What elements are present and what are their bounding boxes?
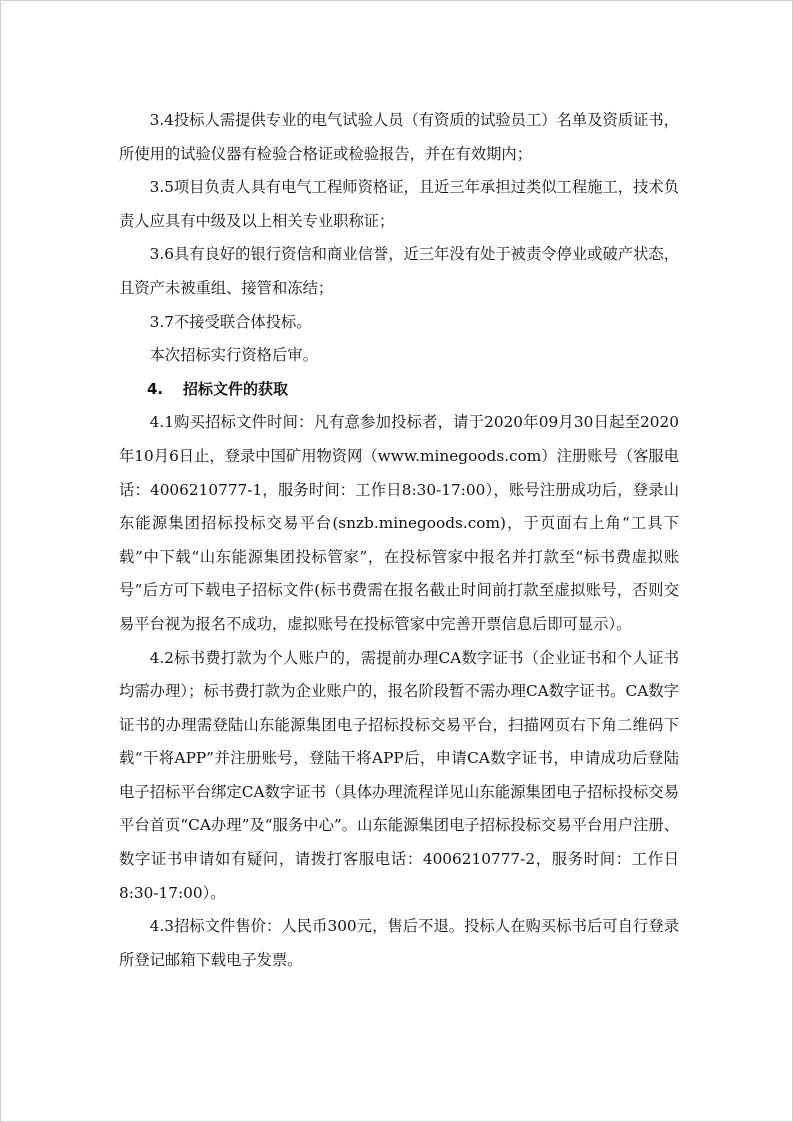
clause-3-5: 3.5项目负责人具有电气工程师资格证，且近三年承担过类似工程施工，技术负责人应具有中级及以上相关专业职称证； (119, 178, 679, 230)
section-4-heading (119, 373, 679, 407)
qualification-review-note: 本次招标实行资格后审。 (149, 346, 318, 365)
section-4-title: 招标文件的获取 (183, 379, 289, 398)
clause-4-3: 4.3招标文件售价：人民币300元，售后不退。投标人在购买标书后可自行登录所登记邮箱下载电子发票。 (119, 917, 679, 969)
clause-4-1: 4.1购买招标文件时间：凡有意参加投标者，请于2020年09月30日起至2020年10月6日止，登录中国矿用物资网（www.minegoods.com）注册账号（客服电话：4006210777-1，服务时间：工作日8:30-17:00），账号注册成功后，登录山东能源集团招标投标交易平台(snzb.minegoods.com)，于页面右上角“工具下载”中下载“山东能源集团投标管家”，在投标管家中报名并打款至“标书费虚拟账号”后方可下载电子招标文件(标书费需在报名截止时间前打款至虚拟账号，否则交易平台视为报名不成功，虚拟账号在投标管家中完善开票信息后即可显示）。 (119, 413, 679, 633)
section-4-number: 4. (147, 379, 164, 398)
document-body (119, 104, 679, 977)
clause-4-2: 4.2标书费打款为个人账户的，需提前办理CA数字证书（企业证书和个人证书均需办理）；标书费打款为企业账户的，报名阶段暂不需办理CA数字证书。CA数字证书的办理需登陆山东能源集团电子招标投标交易平台，扫描网页右下角二维码下载“干将APP”并注册账号，登陆干将APP后，申请CA数字证书，申请成功后登陆电子招标平台绑定CA数字证书（具体办理流程详见山东能源集团电子招标投标交易平台首页“CA办理”及“服务中心”。山东能源集团电子招标投标交易平台用户注册、数字证书申请如有疑问，请拨打客服电话：4006210777-2，服务时间：工作日8:30-17:00）。 (119, 648, 679, 902)
clause-3-4: 3.4投标人需提供专业的电气试验人员（有资质的试验员工）名单及资质证书，所使用的试验仪器有检验合格证或检验报告，并在有效期内； (119, 111, 679, 163)
clause-3-7: 3.7不接受联合体投标。 (149, 312, 312, 331)
clause-3-6: 3.6具有良好的银行资信和商业信誉，近三年没有处于被责令停业或破产状态，且资产未被重组、接管和冻结； (119, 245, 679, 297)
